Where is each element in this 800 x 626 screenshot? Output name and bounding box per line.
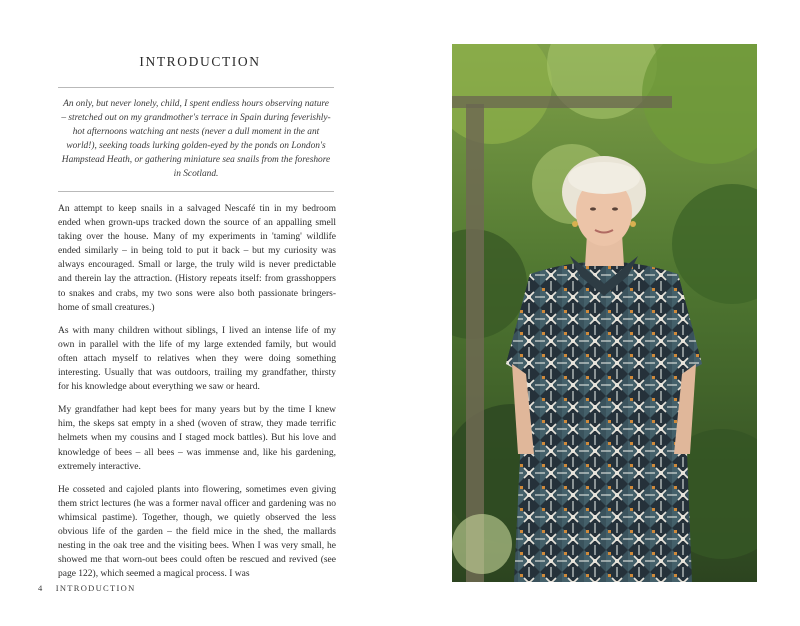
- body-paragraph: My grandfather had kept bees for many years but by the time I knew him, the skeps sat empty in a shed (woven of straw, they made terrific helmets when my cousins and I staged mock battles). But his love and knowledge of bees – all bees – was immense and, like his gardening, extremely interactive.: [58, 405, 336, 472]
- body-paragraph: As with many children without siblings, I lived an intense life of my own in parallel with the life of my large extended family, but would often attach myself to relatives when they were doing something interesting. Usually that was outdoors, trailing my grandfather, thirsty for his knowledge about everything we saw or heard.: [58, 325, 336, 393]
- body-paragraph: He cosseted and cajoled plants into flowering, sometimes even giving them strict lectures (he was a former naval officer and gardening was no whimsical pastime). Together, though, we quietly observed the less obvious life of the garden – the field mice in the shed, the mallards nesting in the oak tree and the visiting bees. When I was very small, he showed me that worn-out bees could often be rescued and revived (see page 122), which seemed a magical process. I was: [58, 484, 336, 580]
- page-number: 4: [38, 583, 43, 593]
- page-footer: [38, 583, 136, 593]
- running-head: INTRODUCTION: [55, 583, 136, 593]
- chapter-heading: INTRODUCTION: [139, 54, 261, 69]
- body-paragraph: An attempt to keep snails in a salvaged Nescafé tin in my bedroom ended when grown-ups tracked down the source of an appalling smell taking over the house. Many of my experiments in 'taming' wildlife ended similarly – in being told to put it back – but my curiosity was always encouraged. Small or large, the truly wild is never predictable and therein lay the attraction. (History repeats itself: from grasshoppers to snakes and crabs, my two sons were also both passionate bringers-home of small creatures.): [58, 204, 336, 313]
- divider-bottom: [58, 191, 334, 192]
- portrait-photo: [452, 44, 757, 582]
- intro-paragraph: An only, but never lonely, child, I spent endless hours observing nature – stretched out on my grandmother's terrace in Spain during feverishly-hot afternoons watching ant nests (never a dull moment in the ant world!), seeking toads lurking golden-eyed by the ponds on London's Hampstead Heath, or gathering miniature sea snails from the foreshore in Scotland.: [61, 99, 331, 180]
- body-text: [58, 202, 336, 590]
- divider-top: [58, 87, 334, 88]
